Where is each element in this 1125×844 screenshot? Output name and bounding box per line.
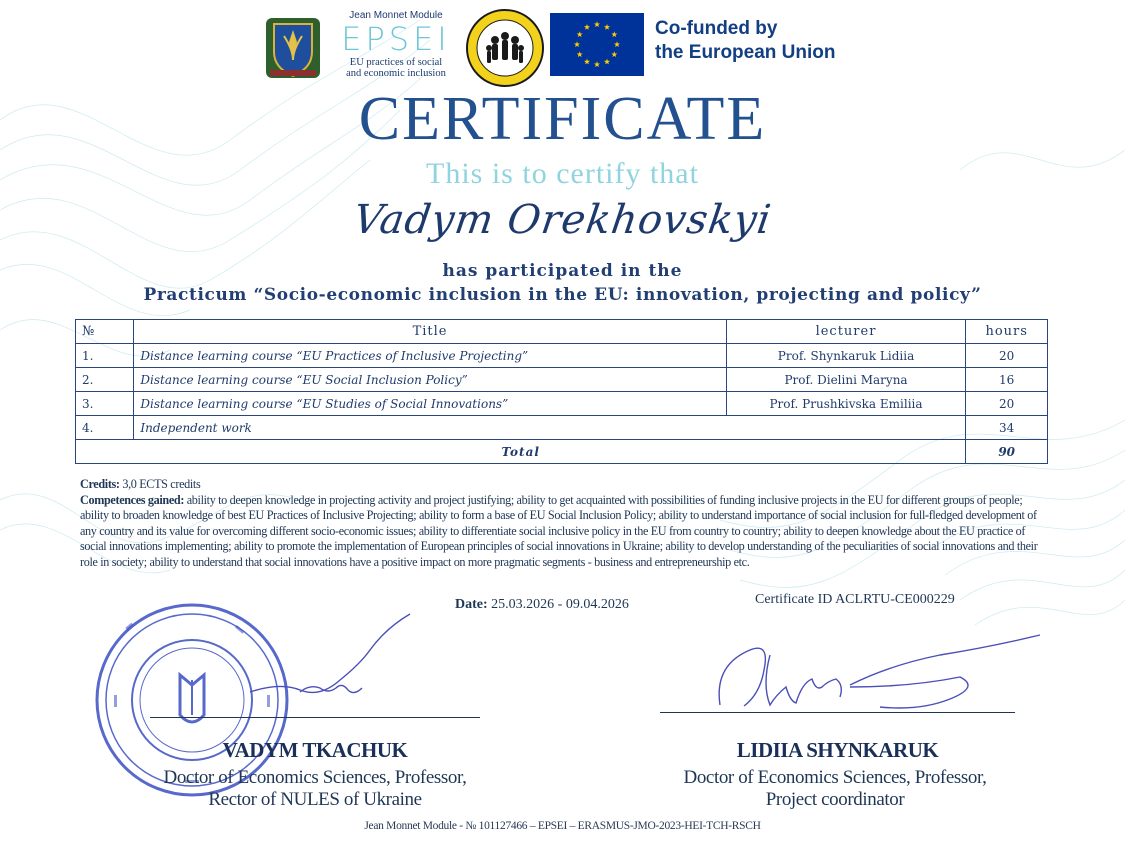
row-lecturer: Prof. Dielini Maryna [726,368,966,392]
epsei-subtitle-line-1: EU practices of social [349,57,443,68]
row-hours: 20 [966,392,1048,416]
cofunded-label [655,17,836,65]
header-no: № [76,320,134,344]
courses-table [75,319,1048,464]
cofunded-line-1: Co-funded by [655,18,778,39]
row-hours: 34 [966,416,1048,440]
credits-line [80,477,1050,493]
row-hours: 16 [966,368,1048,392]
epsei-subtitle-line-2: and economic inclusion [346,68,446,79]
signatory-right-role [630,767,1040,811]
cofunded-line-2: the European Union [655,42,836,63]
footer-reference: Jean Monnet Module - № 101127466 – EPSEI – ERASMUS-JMO-2023-HEI-TCH-RSCH [364,820,761,832]
certificate-title: CERTIFICATE [358,85,767,153]
signatory-left-name: VADYM TKACHUK [222,738,408,762]
signatory-left-role-line-2: Rector of NULES of Ukraine [208,789,422,810]
date-value: 25.03.2026 - 09.04.2026 [491,597,629,612]
signature-line-right [660,712,1015,713]
credits-label: Credits: [80,477,120,491]
signature-line-left [150,717,480,718]
project-circle-logo-icon [465,8,545,88]
epsei-logo-word: EPSEI [341,20,451,58]
date-line [455,597,629,613]
credits-block [80,477,1050,571]
row-title: Distance learning course “EU Practices of Inclusive Projecting” [134,344,726,368]
row-title: Independent work [134,416,966,440]
table-header-row [76,320,1048,344]
row-no: 2. [76,368,134,392]
signature-left-icon [240,612,450,722]
table-row [76,392,1048,416]
eu-flag-icon [550,13,644,76]
row-hours: 20 [966,344,1048,368]
certify-subtitle: This is to certify that [426,157,699,190]
certificate-id: Certificate ID ACLRTU-CE000229 [755,592,955,607]
credits-value: 3,0 ECTS credits [122,477,201,491]
table-row [76,368,1048,392]
header-title: Title [134,320,726,344]
competences-text: ability to deepen knowledge in projecting activity and project justifying; ability to get acquainted with possibilities of funding inclusive projects in the EU for different groups of people; ability to broaden knowledge of best EU Practices of Inclusive Projecting; ability to form a base of EU Social Inclusion Policy; ability to understand importance of social inclusion for full-fledged development of any country and its value for overcoming different socio-economic issues; ability to differentiate social inclusive policy in the EU from country to country; ability to deepen knowledge about the EU practice of social innovations implementing; ability to promote the implementation of European principles of social innovations in Ukraine; ability to develop understanding of the peculiarities of social innovations and their role in society; ability to understand that social innovations have a positive impact on more pragmatic segments - business and entrepreneurship etc. [80,492,1038,569]
row-lecturer: Prof. Prushkivska Emiliia [726,392,966,416]
row-no: 4. [76,416,134,440]
epsei-subtitle [335,57,457,79]
practicum-title: Practicum “Socio-economic inclusion in the EU: innovation, projecting and policy” [143,285,982,305]
epsei-module-label: Jean Monnet Module [349,10,443,21]
table-row [76,416,1048,440]
header-lecturer: lecturer [726,320,966,344]
signatory-left-role-line-1: Doctor of Economics Sciences, Professor, [163,767,467,788]
signatory-left-role [110,767,520,811]
university-crest-icon [262,14,324,82]
row-no: 1. [76,344,134,368]
participated-text: has participated in the [442,261,683,281]
row-lecturer: Prof. Shynkaruk Lidiia [726,344,966,368]
competences-paragraph [80,493,1050,571]
total-value: 90 [966,440,1048,464]
header-hours: hours [966,320,1048,344]
table-row [76,344,1048,368]
signatory-right-role-line-1: Doctor of Economics Sciences, Professor, [683,767,987,788]
recipient-name: Vadym Orekhovskyi [350,197,775,243]
competences-label: Competences gained: [80,492,185,507]
date-label: Date: [455,597,488,612]
total-label: Total [76,440,966,464]
row-title: Distance learning course “EU Studies of Social Innovations” [134,392,726,416]
signatory-right-role-line-2: Project coordinator [765,789,905,810]
table-total-row [76,440,1048,464]
signatory-right-name: LIDIIA SHYNKARUK [736,738,939,762]
signature-right-icon [700,625,1050,720]
row-title: Distance learning course “EU Social Inclusion Policy” [134,368,726,392]
row-no: 3. [76,392,134,416]
